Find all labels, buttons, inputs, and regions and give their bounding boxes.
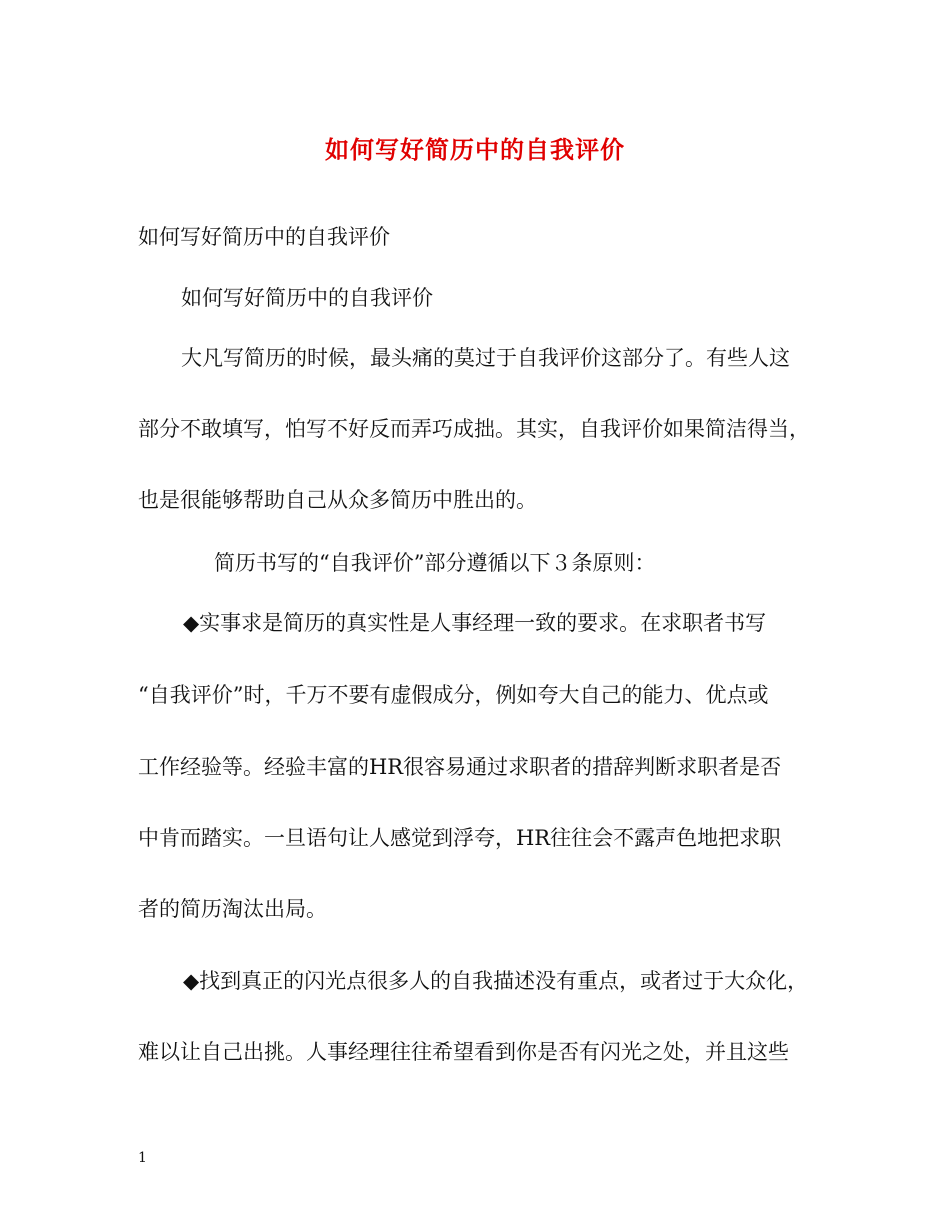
body-line: 简历书写的“自我评价”部分遵循以下３条原则：: [214, 551, 656, 575]
body-line: 部分不敢填写，怕写不好反而弄巧成拙。其实，自我评价如果简洁得当，: [138, 417, 810, 441]
body-line: 难以让自己出挑。人事经理往往希望看到你是否有闪光之处，并且这些: [138, 1040, 789, 1064]
body-line: 如何写好简历中的自我评价: [181, 286, 433, 310]
body-line: 大凡写简历的时候，最头痛的莫过于自我评价这部分了。有些人这: [181, 346, 790, 370]
document-title: 如何写好简历中的自我评价: [325, 135, 625, 164]
page-number: 1: [138, 1150, 147, 1166]
body-line: “自我评价”时，千万不要有虚假成分，例如夸大自己的能力、优点或: [138, 683, 769, 707]
body-line: 如何写好简历中的自我评价: [138, 225, 390, 249]
body-line: 中肯而踏实。一旦语句让人感觉到浮夸，HR往往会不露声色地把求职: [138, 826, 782, 850]
body-line: 也是很能够帮助自己从众多简历中胜出的。: [138, 488, 537, 512]
body-line: ◆实事求是简历的真实性是人事经理一致的要求。在求职者书写: [183, 611, 767, 635]
body-line: 工作经验等。经验丰富的HR很容易通过求职者的措辞判断求职者是否: [138, 755, 782, 779]
body-line: ◆找到真正的闪光点很多人的自我描述没有重点，或者过于大众化，: [183, 969, 809, 993]
body-line: 者的简历淘汰出局。: [138, 897, 327, 921]
